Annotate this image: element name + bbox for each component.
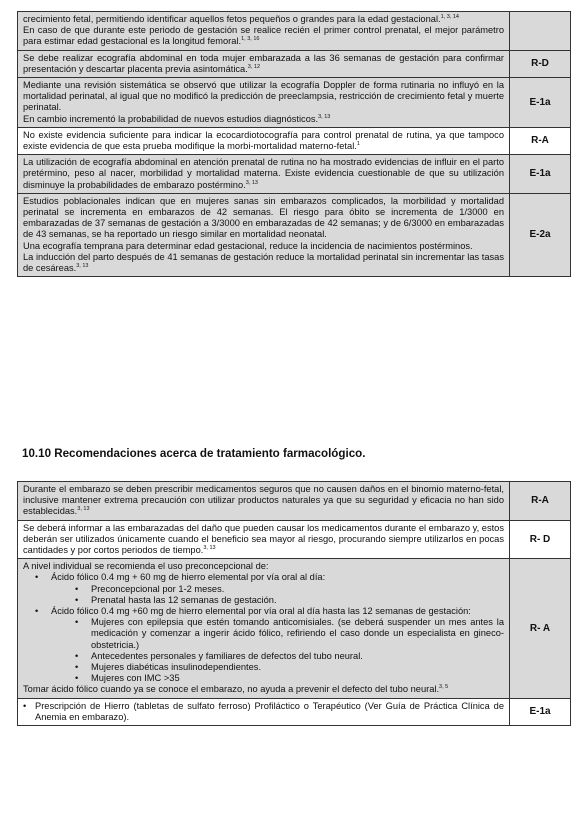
table-row (18, 698, 571, 725)
list-item: • Antecedentes personales y familiares de defectos del tubo neural. (91, 651, 504, 662)
table-row (18, 127, 571, 154)
paragraph: La utilización de ecografía abdominal en atención prenatal de rutina no ha mostrado evidencias de influir en el parto pretérmino, peso al nacer, morbilidad y mortalidad materna. Existe evidencia cuestionable de que su utilización disminuye la probabilidades de embarazo postérmino.$^{3, 13}$ (23, 157, 504, 190)
paragraph: Se deberá informar a las embarazadas del daño que pueden causar los medicamentos durante el embarazo y, estos deberán ser utilizados únicamente cuando el beneficio sea mayor al riesgo, procurando siempre utilizarlos en pocas cantidades y por cortos periodos de tiempo.$^{3, 13}$ (23, 522, 504, 556)
paragraph: En caso de que durante este periodo de gestación se realice recién el primer control prenatal, el mejor parámetro para estimar edad gestacional es la longitud femoral.$^{1, 3, 16}$ (23, 25, 504, 47)
evidence-level: E-1a (510, 78, 571, 128)
table-cell-text (18, 482, 510, 521)
evidence-level: R- D (510, 520, 571, 559)
table-cell-text (18, 698, 510, 725)
paragraph: Una ecografía temprana para determinar edad gestacional, reduce la incidencia de nacimientos postérminos. (23, 240, 473, 251)
paragraph: Se debe realizar ecografía abdominal en toda mujer embarazada a las 36 semanas de gestación para confirmar presentación y descartar placenta previa asintomática.$^{3, 12}$ (23, 52, 504, 74)
table-cell-text (18, 78, 510, 128)
evidence-level: R- A (510, 559, 571, 698)
table-cell-text (18, 520, 510, 559)
evidence-level: E-2a (510, 193, 571, 276)
table-cell-text (18, 127, 510, 154)
paragraph: Durante el embarazo se deben prescribir medicamentos seguros que no causen daños en el binomio materno-fetal, inclusive mantener extrema precaución con utilizar productos naturales ya que su seguridad y eficacia no han sido establecidas.$^{3, 13}$ (23, 484, 504, 517)
paragraph: • Prescripción de Hierro (tabletas de sulfato ferroso) Profiláctico o Terapéutico (Ver Guía de Práctica Clínica de Anemia en embarazo). (23, 701, 504, 723)
evidence-level (510, 12, 571, 51)
paragraph: Tomar ácido fólico cuando ya se conoce el embarazo, no ayuda a prevenir el defecto del tubo neural.$^{3, 5}$ (23, 684, 449, 695)
table-cell-text (18, 50, 510, 77)
paragraph: crecimiento fetal, permitiendo identificar aquellos fetos pequeños o grandes para la edad gestacional.$^{1, 3, 14}$ (23, 13, 459, 24)
paragraph: La inducción del parto después de 41 semanas de gestación reduce la mortalidad perinatal sin incrementar las tasas de cesáreas.$^{3, 13}$ (23, 251, 504, 274)
paragraph: Mediante una revisión sistemática se observó que utilizar la ecografía Doppler de forma rutinaria no influyó en la mortalidad perinatal, al igual que no modificó la predicción de preeclampsia, restricción de crecimiento fetal y muerte perinatal. (23, 80, 504, 113)
evidence-level: E-1a (510, 155, 571, 194)
list-item: • Mujeres con epilepsia que estén tomando anticomisiales. (se deberá suspender un mes antes la medicación y comenzar a ingerir ácido fólico, refiriendo el caso donde un especialista en gineco-obstetricia.) (91, 617, 504, 651)
table-row (18, 193, 571, 276)
paragraph: No existe evidencia suficiente para indicar la ecocardiotocografía para control prenatal de rutina, ya que tampoco existe evidencia de que esta prueba modifique la morbi-mortalidad materno-fetal.$^1$ (23, 129, 504, 152)
paragraph: En cambio incrementó la probabilidad de nuevos estudios diagnósticos.$^{3, 13}$ (23, 113, 331, 124)
list-item: • Preconcepcional por 1-2 meses. (91, 584, 504, 595)
table-cell-text (18, 12, 510, 51)
bullet-list (23, 572, 504, 684)
list-item: • Ácido fólico 0.4 mg +60 mg de hierro elemental por vía oral al día hasta las 12 semanas de gestación: • Mujeres con epilepsia que estén tomando anticomisiales. (se deberá suspender un mes antes la medicación y comenzar a ingerir ácido fólico, refiriendo el caso donde un especialista en gineco-obstetricia.) • Antecedentes personales y familiares de defectos del tubo neural. • Mujeres diabéticas insulinodependientes. • Mujeres con IMC >35 (51, 606, 504, 684)
table-row (18, 12, 571, 51)
list-item: • Mujeres con IMC >35 (91, 673, 504, 684)
list-item: • Prenatal hasta las 12 semanas de gestación. (91, 595, 504, 606)
table-cell-text (18, 155, 510, 194)
evidence-level: R-A (510, 127, 571, 154)
evidence-level: R-D (510, 50, 571, 77)
sub-bullet-list (51, 617, 504, 684)
section-heading: 10.10 Recomendaciones acerca de tratamiento farmacológico. (22, 447, 366, 460)
table-row (18, 78, 571, 128)
table-row (18, 50, 571, 77)
evidence-level: R-A (510, 482, 571, 521)
paragraph: A nivel individual se recomienda el uso preconcepcional de: (23, 561, 269, 572)
list-item: • Ácido fólico 0.4 mg + 60 mg de hierro elemental por vía oral al día: • Preconcepcional por 1-2 meses. • Prenatal hasta las 12 semanas de gestación. (51, 572, 504, 606)
evidence-level: E-1a (510, 698, 571, 725)
table-cell-text (18, 559, 510, 698)
table-cell-text (18, 193, 510, 276)
sub-bullet-list (51, 584, 504, 606)
recommendation-table-pharmacology (17, 481, 571, 726)
evidence-table-ultrasound (17, 11, 571, 277)
table-row (18, 520, 571, 559)
list-item: • Mujeres diabéticas insulinodependientes. (91, 662, 504, 673)
paragraph: Estudios poblacionales indican que en mujeres sanas sin embarazos complicados, la morbilidad y mortalidad perinatal se incrementa en embarazos de 42 semanas. El riesgo para óbito se incrementa de 1/3000 en embarazadas de 37 semanas de gestación a 3/3000 en embarazadas de 42 semanas; y de 6/3000 en embarazadas de 43 semanas, se ha reportado un riesgo similar en mortalidad neonatal. (23, 195, 504, 240)
table-row (18, 559, 571, 698)
table-row (18, 155, 571, 194)
table-row (18, 482, 571, 521)
